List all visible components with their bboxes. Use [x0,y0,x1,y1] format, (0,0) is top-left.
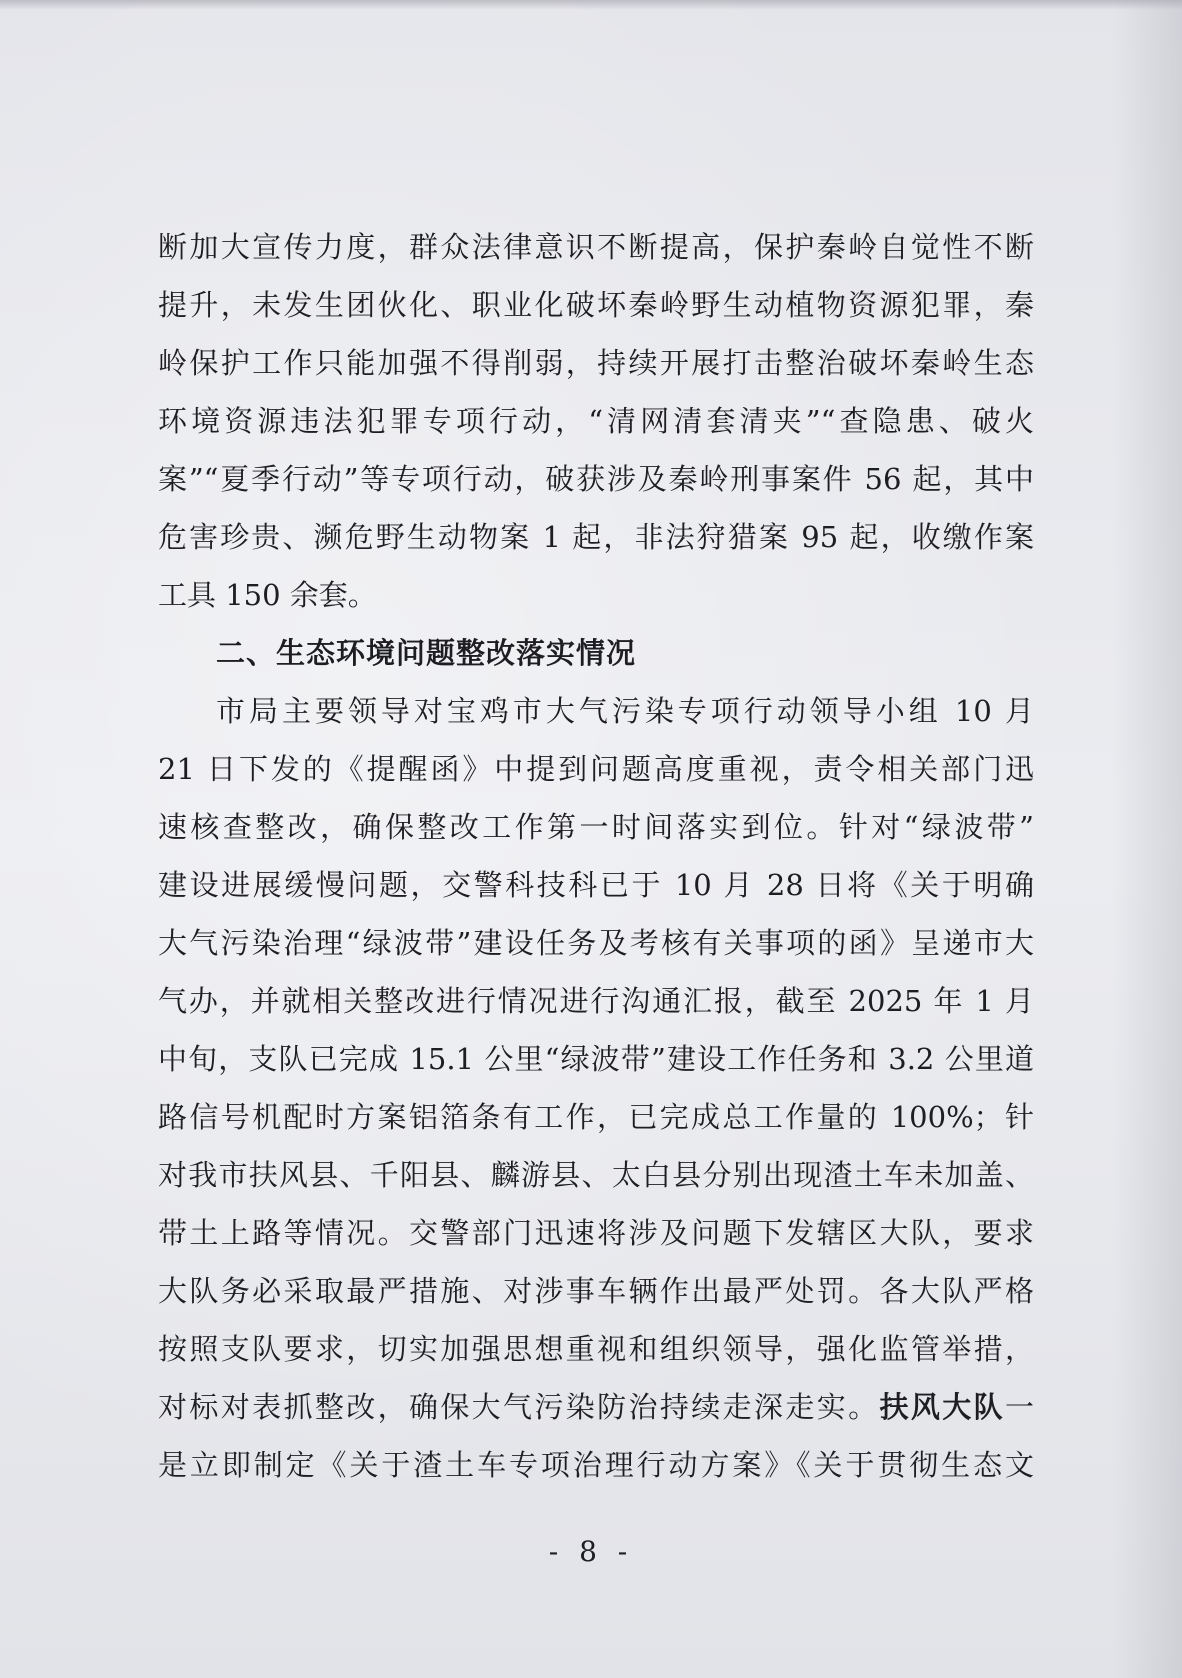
bold-label-fufeng: 扶风大队 [879,1390,1005,1424]
document-body [158,218,1034,1494]
text-line-mixed [158,1378,1034,1436]
text-line: 速核查整改，确保整改工作第一时间落实到位。针对“绿波带” [158,810,1034,844]
scan-edge-right [1112,0,1182,1678]
text-line: 大队务必采取最严措施、对涉事车辆作出最严处罚。各大队严格 [158,1274,1034,1308]
text-line: 案”“夏季行动”等专项行动，破获涉及秦岭刑事案件 56 起，其中 [158,462,1034,496]
text-line: 市局主要领导对宝鸡市大气污染专项行动领导小组 10 月 [216,694,1034,728]
text-segment: 对标对表抓整改，确保大气污染防治持续走深走实。 [158,1390,880,1424]
text-line: 危害珍贵、濒危野生动物案 1 起，非法狩猎案 95 起，收缴作案 [158,520,1034,554]
page-number: - 8 - [548,1535,634,1568]
text-line: 岭保护工作只能加强不得削弱，持续开展打击整治破坏秦岭生态 [158,346,1034,380]
text-line: 提升，未发生团伙化、职业化破坏秦岭野生动植物资源犯罪，秦 [158,288,1034,322]
section-heading: 二、生态环境问题整改落实情况 [216,636,637,670]
text-line: 中旬，支队已完成 15.1 公里“绿波带”建设工作任务和 3.2 公里道 [158,1042,1034,1076]
text-line: 环境资源违法犯罪专项行动，“清网清套清夹”“查隐患、破火 [158,404,1034,438]
text-line: 工具 150 余套。 [158,578,377,612]
paragraph-1 [158,218,1034,624]
scan-edge-top [0,0,1182,10]
text-line: 建设进展缓慢问题，交警科技科已于 10 月 28 日将《关于明确 [158,868,1034,902]
text-line: 21 日下发的《提醒函》中提到问题高度重视，责令相关部门迅 [158,752,1034,786]
text-segment: 一 [1004,1390,1034,1424]
text-line: 对我市扶风县、千阳县、麟游县、太白县分别出现渣土车未加盖、 [158,1158,1034,1192]
text-line: 大气污染治理“绿波带”建设任务及考核有关事项的函》呈递市大 [158,926,1034,960]
text-line: 气办，并就相关整改进行情况进行沟通汇报，截至 2025 年 1 月 [158,984,1034,1018]
text-line: 路信号机配时方案铝箔条有工作，已完成总工作量的 100%；针 [158,1100,1034,1134]
text-line: 断加大宣传力度，群众法律意识不断提高，保护秦岭自觉性不断 [158,230,1034,264]
text-line: 带土上路等情况。交警部门迅速将涉及问题下发辖区大队，要求 [158,1216,1034,1250]
paragraph-2 [158,682,1034,1494]
text-line: 是立即制定《关于渣土车专项治理行动方案》《关于贯彻生态文 [158,1448,1034,1482]
text-line: 按照支队要求，切实加强思想重视和组织领导，强化监管举措， [158,1332,1034,1366]
